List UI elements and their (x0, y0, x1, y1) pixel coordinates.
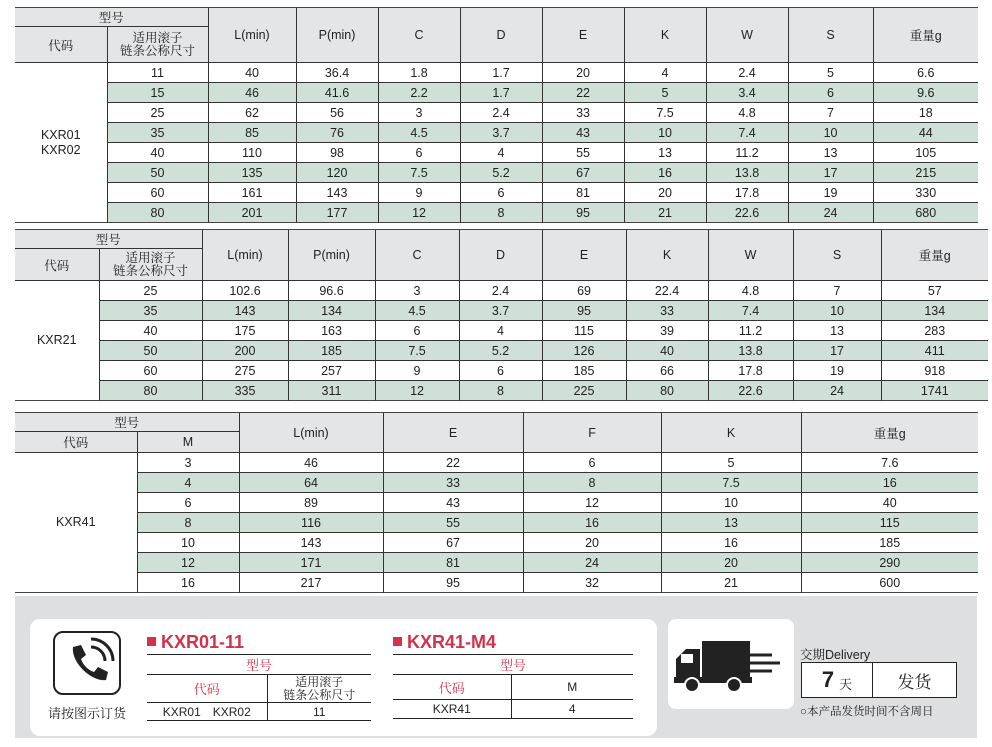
table-row (15, 321, 988, 341)
table-cell: 60 (107, 183, 208, 203)
table-cell: 35 (107, 123, 208, 143)
table-cell: 8 (523, 473, 661, 493)
table-cell: 60 (99, 361, 202, 381)
table-cell: 120 (296, 163, 378, 183)
table-cell: 40 (208, 63, 296, 83)
delivery-title: 交期Delivery (800, 648, 871, 662)
table-cell: 7.4 (708, 301, 793, 321)
table-cell: 20 (523, 533, 661, 553)
table-cell: 8 (459, 381, 542, 401)
table-cell: 6 (460, 183, 542, 203)
table-cell: 105 (873, 143, 978, 163)
table-cell: 9.6 (873, 83, 978, 103)
table-cell: 39 (626, 321, 708, 341)
table-row (15, 573, 978, 593)
table-cell: 80 (99, 381, 202, 401)
table-cell: 161 (208, 183, 296, 203)
chain-size-header: 适用滚子 链条公称尺寸 (99, 249, 202, 281)
model-header: 型号 (15, 413, 239, 432)
table-cell: 4.5 (375, 301, 459, 321)
table-row (15, 63, 978, 83)
table-cell: 143 (202, 301, 288, 321)
table-cell: 4 (460, 143, 542, 163)
table-cell: 5 (788, 63, 873, 83)
table-row (15, 493, 978, 513)
table-cell: 126 (542, 341, 626, 361)
table-cell: 17 (793, 341, 881, 361)
table-cell: 9 (378, 183, 460, 203)
table-row (15, 83, 978, 103)
table-cell: 13 (661, 513, 801, 533)
table-cell: 81 (542, 183, 624, 203)
table-cell: 67 (383, 533, 523, 553)
table-cell: 6 (523, 453, 661, 473)
table-row (15, 103, 978, 123)
table-cell: 16 (523, 513, 661, 533)
table-row (15, 473, 978, 493)
table-cell: 311 (288, 381, 375, 401)
table-cell: 17 (788, 163, 873, 183)
k-header: K (624, 8, 706, 63)
model-code-cell: KXR01 KXR02 (15, 63, 107, 223)
e-header: E (542, 8, 624, 63)
table-cell: 12 (523, 493, 661, 513)
weight-header: 重量g (873, 8, 978, 63)
table-cell: 3.7 (460, 123, 542, 143)
table-cell: 13 (624, 143, 706, 163)
table-cell: 185 (288, 341, 375, 361)
table-cell: 17.8 (706, 183, 788, 203)
table-cell: 3 (375, 281, 459, 301)
table-cell: 20 (624, 183, 706, 203)
table-cell: 8 (137, 513, 239, 533)
table-row (15, 553, 978, 573)
example2-title: KXR41-M4 (393, 632, 496, 653)
table-cell: 3 (378, 103, 460, 123)
table-cell: 19 (788, 183, 873, 203)
table-cell: 33 (383, 473, 523, 493)
table-cell: 4.8 (706, 103, 788, 123)
example2-code-label: 代码 (438, 680, 465, 696)
table-cell: 215 (873, 163, 978, 183)
w-header: W (708, 230, 793, 281)
table-cell: 185 (542, 361, 626, 381)
table-cell: 7.4 (706, 123, 788, 143)
table-cell: 25 (99, 281, 202, 301)
f-header: F (523, 413, 661, 453)
table-cell: 55 (542, 143, 624, 163)
order-label: 请按图示订货 (47, 706, 126, 721)
table-cell: 102.6 (202, 281, 288, 301)
table-cell: 57 (881, 281, 988, 301)
table-cell: 7 (788, 103, 873, 123)
c-header: C (378, 8, 460, 63)
code-header: 代码 (15, 432, 137, 453)
table-cell: 12 (375, 381, 459, 401)
table-cell: 96.6 (288, 281, 375, 301)
table-cell: 13 (793, 321, 881, 341)
table-row (15, 533, 978, 553)
d-header: D (459, 230, 542, 281)
table-cell: 22.6 (706, 203, 788, 223)
table-cell: 22.4 (626, 281, 708, 301)
table-cell: 10 (624, 123, 706, 143)
table-cell: 5.2 (459, 341, 542, 361)
table-row (15, 301, 988, 321)
table-cell: 24 (523, 553, 661, 573)
table-cell: 6 (137, 493, 239, 513)
table-cell: 1.7 (460, 83, 542, 103)
example2-code-value: KXR41 (432, 702, 471, 716)
table-cell: 6 (375, 321, 459, 341)
model-code-cell: KXR41 (15, 453, 137, 593)
table-cell: 185 (801, 533, 978, 553)
table-row (15, 281, 988, 301)
spec-table-kxr01-kxr02 (15, 7, 978, 223)
table-cell: 50 (107, 163, 208, 183)
table-cell: 8 (460, 203, 542, 223)
table-cell: 19 (793, 361, 881, 381)
table-cell: 40 (107, 143, 208, 163)
spec-table-kxr21 (15, 229, 988, 401)
table-cell: 1.8 (378, 63, 460, 83)
table-cell: 6 (788, 83, 873, 103)
table-row (15, 453, 978, 473)
table-cell: 41.6 (296, 83, 378, 103)
e-header: E (383, 413, 523, 453)
table-cell: 21 (624, 203, 706, 223)
example2-m-value: 4 (511, 700, 633, 719)
table-cell: 20 (661, 553, 801, 573)
table-cell: 95 (383, 573, 523, 593)
table-cell: 16 (624, 163, 706, 183)
table-cell: 25 (107, 103, 208, 123)
table-row (15, 163, 978, 183)
example1-size-value: 11 (267, 703, 371, 721)
table-cell: 143 (296, 183, 378, 203)
table-row (15, 183, 978, 203)
table-cell: 43 (383, 493, 523, 513)
table-cell: 225 (542, 381, 626, 401)
table-row (15, 143, 978, 163)
example1-table (147, 654, 371, 721)
table-cell: 95 (542, 203, 624, 223)
table-row (15, 381, 988, 401)
table-cell: 22.6 (708, 381, 793, 401)
table-cell: 10 (137, 533, 239, 553)
table-cell: 115 (801, 513, 978, 533)
table-cell: 201 (208, 203, 296, 223)
table-cell: 5.2 (460, 163, 542, 183)
table-cell: 1.7 (460, 63, 542, 83)
l-header: L(min) (239, 413, 383, 453)
table-cell: 12 (137, 553, 239, 573)
table-cell: 4 (137, 473, 239, 493)
table-row (15, 361, 988, 381)
table-cell: 13.8 (706, 163, 788, 183)
table-cell: 50 (99, 341, 202, 361)
model-header: 型号 (15, 230, 202, 249)
delivery-days-box (801, 662, 957, 698)
table-cell: 134 (288, 301, 375, 321)
table-cell: 13.8 (708, 341, 793, 361)
example2-model-label: 型号 (393, 655, 633, 675)
table-cell: 10 (661, 493, 801, 513)
table-cell: 24 (793, 381, 881, 401)
table-cell: 135 (208, 163, 296, 183)
table-cell: 4 (459, 321, 542, 341)
table-cell: 177 (296, 203, 378, 223)
l-header: L(min) (202, 230, 288, 281)
phone-icon (53, 631, 121, 695)
table-cell: 2.4 (706, 63, 788, 83)
table-cell: 171 (239, 553, 383, 573)
chain-size-header: 适用滚子 链条公称尺寸 (107, 27, 208, 63)
example1-title: KXR01-11 (147, 632, 244, 653)
table-cell: 275 (202, 361, 288, 381)
table-cell: 283 (881, 321, 988, 341)
table-cell: 134 (881, 301, 988, 321)
table-cell: 18 (873, 103, 978, 123)
table-cell: 7.5 (624, 103, 706, 123)
table-cell: 257 (288, 361, 375, 381)
table-cell: 22 (542, 83, 624, 103)
table-cell: 67 (542, 163, 624, 183)
table-cell: 217 (239, 573, 383, 593)
table-cell: 5 (661, 453, 801, 473)
table-cell: 32 (523, 573, 661, 593)
table-cell: 36.4 (296, 63, 378, 83)
table-cell: 80 (626, 381, 708, 401)
table-cell: 40 (626, 341, 708, 361)
table-row (15, 513, 978, 533)
table-cell: 335 (202, 381, 288, 401)
table-cell: 6.6 (873, 63, 978, 83)
table-cell: 98 (296, 143, 378, 163)
k-header: K (626, 230, 708, 281)
table-cell: 95 (542, 301, 626, 321)
table-cell: 2.2 (378, 83, 460, 103)
table-cell: 12 (378, 203, 460, 223)
table-cell: 2.4 (459, 281, 542, 301)
table-cell: 163 (288, 321, 375, 341)
table-cell: 11.2 (708, 321, 793, 341)
table-cell: 35 (99, 301, 202, 321)
table-cell: 1741 (881, 381, 988, 401)
table-cell: 2.4 (460, 103, 542, 123)
table-cell: 7.5 (378, 163, 460, 183)
table-cell: 116 (239, 513, 383, 533)
table-cell: 33 (542, 103, 624, 123)
table-cell: 3 (137, 453, 239, 473)
table-cell: 6 (459, 361, 542, 381)
table-cell: 143 (239, 533, 383, 553)
code-header: 代码 (15, 249, 99, 281)
table-cell: 7 (793, 281, 881, 301)
weight-header: 重量g (881, 230, 988, 281)
delivery-unit: 天 (839, 676, 853, 692)
table-cell: 110 (208, 143, 296, 163)
table-cell: 918 (881, 361, 988, 381)
table-cell: 66 (626, 361, 708, 381)
table-cell: 7.5 (661, 473, 801, 493)
table-cell: 10 (788, 123, 873, 143)
example1-code-value: KXR01 KXR02 (162, 705, 251, 719)
weight-header: 重量g (801, 413, 978, 453)
spec-table-kxr41 (15, 412, 978, 593)
l-header: L(min) (208, 8, 296, 63)
table-cell: 9 (375, 361, 459, 381)
delivery-days: 7 (821, 667, 835, 692)
table-cell: 16 (801, 473, 978, 493)
table-cell: 76 (296, 123, 378, 143)
table-cell: 13 (788, 143, 873, 163)
table-cell: 40 (99, 321, 202, 341)
table-cell: 290 (801, 553, 978, 573)
table-row (15, 203, 978, 223)
table-cell: 16 (137, 573, 239, 593)
k-header: K (661, 413, 801, 453)
table-cell: 115 (542, 321, 626, 341)
code-header: 代码 (15, 27, 107, 63)
table-cell: 175 (202, 321, 288, 341)
table-cell: 40 (801, 493, 978, 513)
table-cell: 330 (873, 183, 978, 203)
p-header: P(min) (288, 230, 375, 281)
table-cell: 17.8 (708, 361, 793, 381)
table-cell: 6 (378, 143, 460, 163)
table-cell: 4.5 (378, 123, 460, 143)
table-cell: 69 (542, 281, 626, 301)
table-cell: 46 (239, 453, 383, 473)
example2-table (393, 654, 633, 719)
table-cell: 600 (801, 573, 978, 593)
truck-icon (668, 619, 794, 709)
delivery-note: ○本产品发货时间不含周日 (800, 706, 934, 718)
table-row (15, 123, 978, 143)
table-cell: 4 (624, 63, 706, 83)
table-cell: 56 (296, 103, 378, 123)
m-header: M (137, 432, 239, 453)
table-cell: 62 (208, 103, 296, 123)
table-cell: 5 (624, 83, 706, 103)
delivery-text: 发货 (897, 672, 932, 692)
table-cell: 33 (626, 301, 708, 321)
c-header: C (375, 230, 459, 281)
table-cell: 3.7 (459, 301, 542, 321)
table-cell: 4.8 (708, 281, 793, 301)
table-cell: 43 (542, 123, 624, 143)
table-cell: 85 (208, 123, 296, 143)
table-cell: 200 (202, 341, 288, 361)
table-cell: 7.5 (375, 341, 459, 361)
model-code-cell: KXR21 (15, 281, 99, 401)
table-cell: 7.6 (801, 453, 978, 473)
table-cell: 22 (383, 453, 523, 473)
table-cell: 11 (107, 63, 208, 83)
table-cell: 20 (542, 63, 624, 83)
table-cell: 64 (239, 473, 383, 493)
table-cell: 44 (873, 123, 978, 143)
table-cell: 11.2 (706, 143, 788, 163)
s-header: S (793, 230, 881, 281)
table-cell: 24 (788, 203, 873, 223)
example2-m-label: M (511, 675, 633, 700)
model-header: 型号 (15, 8, 208, 27)
example1-code-label: 代码 (193, 682, 220, 697)
table-cell: 80 (107, 203, 208, 223)
table-cell: 10 (793, 301, 881, 321)
p-header: P(min) (296, 8, 378, 63)
s-header: S (788, 8, 873, 63)
example1-chain-label: 适用滚子 链条公称尺寸 (267, 675, 371, 703)
table-cell: 81 (383, 553, 523, 573)
table-cell: 15 (107, 83, 208, 103)
table-cell: 680 (873, 203, 978, 223)
table-cell: 411 (881, 341, 988, 361)
d-header: D (460, 8, 542, 63)
w-header: W (706, 8, 788, 63)
table-cell: 16 (661, 533, 801, 553)
table-cell: 46 (208, 83, 296, 103)
example1-model-label: 型号 (147, 655, 371, 675)
table-row (15, 341, 988, 361)
e-header: E (542, 230, 626, 281)
table-cell: 21 (661, 573, 801, 593)
table-cell: 89 (239, 493, 383, 513)
table-cell: 55 (383, 513, 523, 533)
table-cell: 3.4 (706, 83, 788, 103)
